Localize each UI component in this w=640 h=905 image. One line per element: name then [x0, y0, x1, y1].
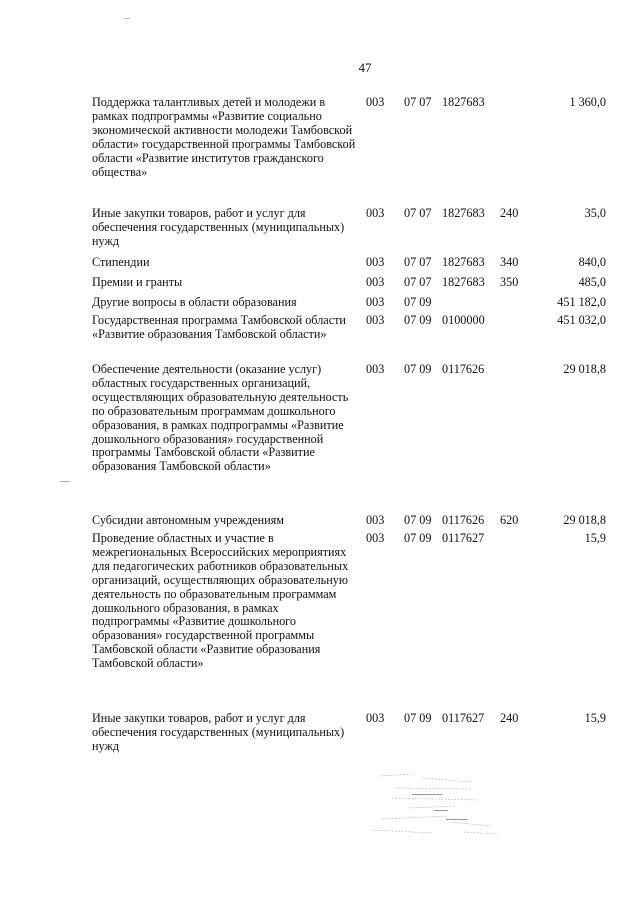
row-gr: 003	[366, 711, 385, 725]
row-gr: 003	[366, 275, 385, 289]
row-name: Другие вопросы в области образования	[92, 295, 297, 309]
row-vr: 350	[500, 275, 519, 289]
table-row	[92, 96, 606, 207]
row-gr: 003	[366, 295, 385, 309]
row-name: Премии и гранты	[92, 275, 183, 289]
row-vr: 240	[500, 206, 519, 220]
page-number: 47	[358, 60, 372, 75]
row-vr: 620	[500, 513, 519, 527]
table-row	[92, 712, 606, 760]
row-rz: 07 09	[404, 513, 432, 527]
table-row	[92, 363, 606, 514]
row-cs: 1827683	[442, 206, 485, 220]
row-rz: 07 09	[404, 362, 432, 376]
row-cs: 1827683	[442, 95, 485, 109]
row-name: Субсидии автономным учреждениям	[92, 513, 284, 527]
row-gr: 003	[366, 362, 385, 376]
table-row	[92, 514, 606, 532]
row-sum: 451 032,0	[557, 313, 606, 327]
row-cs: 0117627	[442, 531, 485, 545]
row-gr: 003	[366, 95, 385, 109]
row-rz: 07 09	[404, 711, 432, 725]
row-cs: 0117626	[442, 513, 485, 527]
row-cs: 1827683	[442, 275, 485, 289]
row-sum: 15,9	[584, 711, 606, 725]
row-rz: 07 09	[404, 295, 432, 309]
row-name: Стипендии	[92, 255, 150, 269]
row-rz: 07 09	[404, 313, 432, 327]
table-row	[92, 276, 606, 296]
table-row	[92, 296, 606, 314]
row-sum: 451 182,0	[557, 295, 606, 309]
scan-speck	[60, 481, 70, 482]
row-vr: 240	[500, 711, 519, 725]
row-rz: 07 07	[404, 275, 432, 289]
row-name: Государственная программа Тамбовской области «Развитие образования Тамбовской области»	[92, 313, 346, 341]
row-vr: 340	[500, 255, 519, 269]
row-rz: 07 07	[404, 95, 432, 109]
table-row	[92, 207, 606, 256]
table-row	[92, 314, 606, 363]
row-name: Поддержка талантливых детей и молодежи в рамках подпрограммы «Развитие социально экономической активности молодежи Тамбовской области» государственной программы Тамбовской области «Развитие институтов гражданского общества»	[92, 95, 356, 179]
row-name: Проведение областных и участие в межрегиональных Всероссийских мероприятиях для педагогических работников образовательных организаций, осуществляющих образовательную деятельность по образовательным программам дошкольного образования, в рамках подпрограммы «Развитие дошкольного образования» государственной программы Тамбовской области «Развитие образования Тамбовской области»	[92, 531, 349, 671]
row-sum: 29 018,8	[563, 362, 606, 376]
row-cs: 0117626	[442, 362, 485, 376]
row-sum: 1 360,0	[569, 95, 606, 109]
table-row	[92, 256, 606, 276]
row-name: Иные закупки товаров, работ и услуг для обеспечения государственных (муниципальных) нужд	[92, 711, 345, 753]
row-gr: 003	[366, 206, 385, 220]
row-rz: 07 09	[404, 531, 432, 545]
faded-stamp	[352, 770, 502, 840]
table-row	[92, 532, 606, 712]
row-rz: 07 07	[404, 255, 432, 269]
row-cs: 0117627	[442, 711, 485, 725]
row-gr: 003	[366, 531, 385, 545]
row-sum: 840,0	[578, 255, 606, 269]
row-gr: 003	[366, 513, 385, 527]
budget-table	[92, 96, 606, 760]
row-cs: 1827683	[442, 255, 485, 269]
scan-speck	[124, 18, 130, 19]
row-sum: 15,9	[584, 531, 606, 545]
row-sum: 29 018,8	[563, 513, 606, 527]
row-sum: 485,0	[578, 275, 606, 289]
row-name: Обеспечение деятельности (оказание услуг) областных государственных организаций, осуществляющих образовательную деятельность по образовательным программам дошкольного образования, в рамках подпрограммы «Развитие дошкольного образования» государственной программы Тамбовской области «Развитие образования Тамбовской области»	[92, 362, 349, 474]
row-gr: 003	[366, 255, 385, 269]
row-cs: 0100000	[442, 313, 485, 327]
row-gr: 003	[366, 313, 385, 327]
row-name: Иные закупки товаров, работ и услуг для обеспечения государственных (муниципальных) нужд	[92, 206, 345, 248]
row-rz: 07 07	[404, 206, 432, 220]
row-sum: 35,0	[584, 206, 606, 220]
